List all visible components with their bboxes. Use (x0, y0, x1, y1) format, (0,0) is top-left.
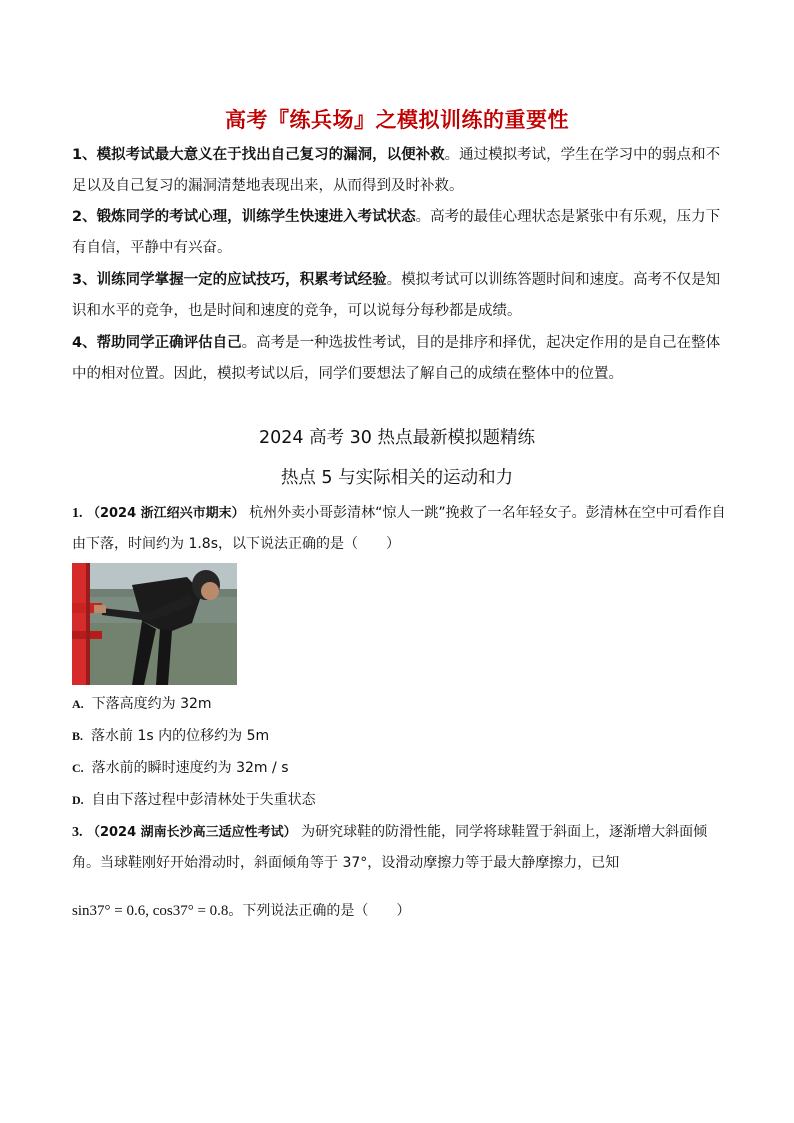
option-c-text: 落水前的瞬时速度约为 32m / s (91, 760, 289, 776)
question-1-text: 杭州外卖小哥彭清林“惊人一跳”挽救了一名年轻女子。彭清林在空中可看作自由下落，时间约为 1.8s，以下说法正确的是（ ） (72, 505, 726, 552)
question-1-number: 1. (72, 506, 83, 521)
option-b-text: 落水前 1s 内的位移约为 5m (91, 728, 270, 744)
question-1-option-a[interactable] (72, 694, 212, 714)
option-b-letter: B. (72, 729, 84, 743)
question-3 (72, 817, 728, 879)
question-1-photo (72, 563, 237, 685)
intro-1-bold: 模拟考试最大意义在于找出自己复习的漏洞，以便补救 (96, 147, 445, 163)
intro-4-bold: 帮助同学正确评估自己 (96, 335, 242, 351)
rescue-photo-image (72, 563, 237, 685)
intro-3-bold: 训练同学掌握一定的应试技巧，积累考试经验 (96, 272, 387, 288)
intro-4-number: 4、 (72, 335, 97, 351)
question-3-source: （2024 湖南长沙高三适应性考试） (86, 825, 297, 840)
intro-2-bold: 锻炼同学的考试心理，训练学生快速进入考试状态 (96, 209, 416, 225)
question-3-number: 3. (72, 825, 83, 840)
page-title: 高考『练兵场』之模拟训练的重要性 (225, 108, 569, 132)
question-1-option-b[interactable] (72, 726, 269, 746)
intro-1-text: 。通过模拟考试，学生在学习中的弱点和不足以及自己复习的漏洞清楚地表现出来，从而得到及时补救。 (72, 147, 721, 194)
section-subtitle: 热点 5 与实际相关的运动和力 (280, 468, 514, 488)
option-d-letter: D. (72, 793, 84, 807)
option-c-letter: C. (72, 761, 84, 775)
intro-3-number: 3、 (72, 272, 97, 288)
question-3-tail: 。下列说法正确的是（ ） (228, 903, 411, 919)
intro-paragraph-1 (72, 140, 724, 202)
section-title: 2024 高考 30 热点最新模拟题精练 (259, 428, 535, 448)
intro-1-number: 1、 (72, 147, 97, 163)
option-a-letter: A. (72, 697, 84, 711)
option-d-text: 自由下落过程中彭清林处于失重状态 (91, 792, 316, 808)
intro-2-text: 。高考的最佳心理状态是紧张中有乐观，压力下有自信，平静中有兴奋。 (72, 209, 721, 256)
intro-paragraph-2 (72, 202, 724, 264)
question-1 (72, 498, 728, 560)
question-3-text: 为研究球鞋的防滑性能，同学将球鞋置于斜面上，逐渐增大斜面倾角。当球鞋刚好开始滑动时，斜面倾角等于 37°，设滑动摩擦力等于最大静摩擦力，已知 (72, 824, 708, 871)
option-a-text: 下落高度约为 32m (91, 696, 212, 712)
question-1-option-c[interactable] (72, 758, 289, 778)
question-3-formula: sin37° = 0.6, cos37° = 0.8 (72, 903, 229, 919)
intro-paragraph-3 (72, 265, 724, 327)
question-1-option-d[interactable] (72, 790, 316, 810)
question-3-formula-line (72, 896, 728, 927)
intro-3-text: 。模拟考试可以训练答题时间和速度。高考不仅是知识和水平的竞争，也是时间和速度的竞争，可以说每分每秒都是成绩。 (72, 272, 721, 319)
intro-2-number: 2、 (72, 209, 97, 225)
question-1-source: （2024 浙江绍兴市期末） (86, 506, 245, 521)
intro-4-text: 。高考是一种选拔性考试，目的是排序和择优，起决定作用的是自己在整体中的相对位置。因此，模拟考试以后，同学们要想法了解自己的成绩在整体中的位置。 (72, 335, 721, 382)
intro-paragraph-4 (72, 328, 724, 390)
